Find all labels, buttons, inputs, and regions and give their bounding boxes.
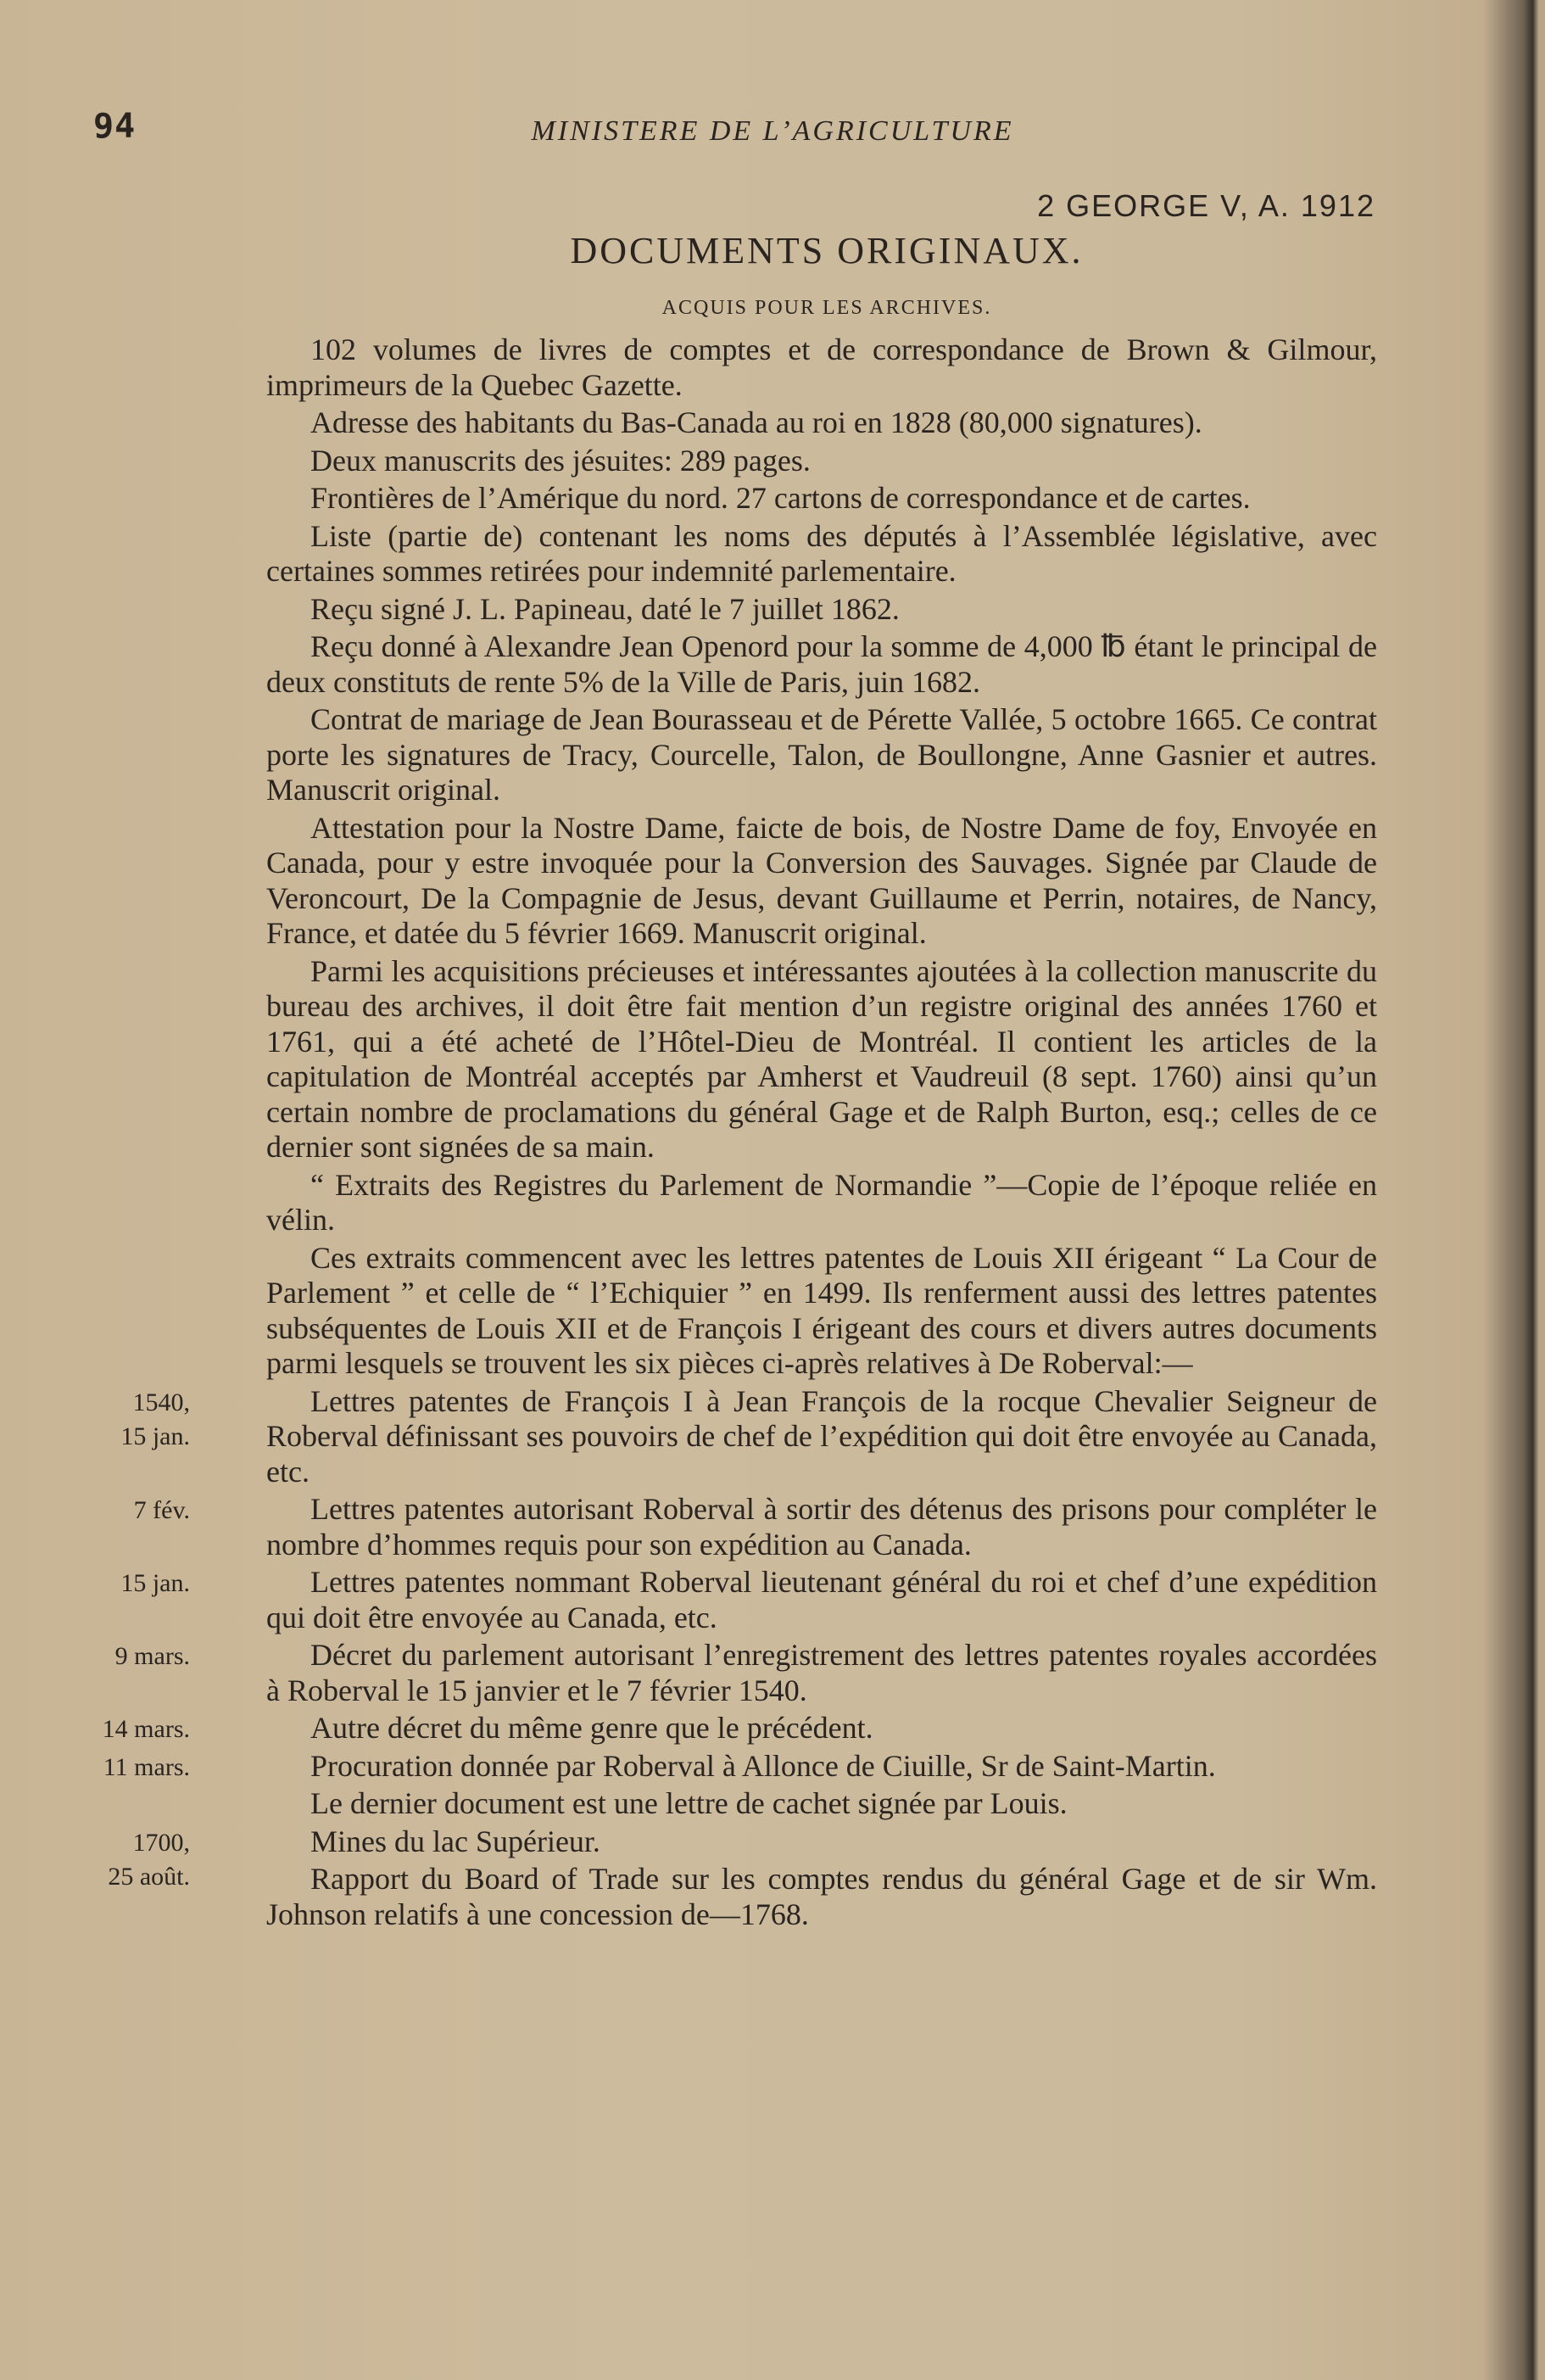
entry-paragraph — [266, 1786, 1377, 1822]
entry-text: Lettres patentes de François I à Jean François de la rocque Chevalier Seigneur de Roberval définissant ses pouvoirs de chef de l’expédition qui doit être envoyée au Canada, etc. — [266, 1383, 1377, 1489]
entry-text: Liste (partie de) contenant les noms des députés à l’Assemblée législative, avec certaines sommes retirées pour indemnité parlementaire. — [266, 518, 1377, 588]
entry-text: Reçu donné à Alexandre Jean Openord pour la somme de 4,000 ℔ étant le principal de deux constituts de rente 5% de la Ville de Paris, juin 1682. — [266, 629, 1377, 699]
entry-text: Procuration donnée par Roberval à Allonce de Ciuille, Sr de Saint-Martin. — [310, 1748, 1216, 1783]
entry-paragraph — [266, 405, 1377, 441]
entry-text: Adresse des habitants du Bas-Canada au roi en 1828 (80,000 signatures). — [310, 405, 1202, 439]
entry-text: Reçu signé J. L. Papineau, daté le 7 juillet 1862. — [310, 591, 900, 626]
entry-text: “ Extraits des Registres du Parlement de Normandie ”—Copie de l’époque reliée en vélin. — [266, 1167, 1377, 1237]
margin-date: 1700, 25 août. — [108, 1828, 190, 1891]
entry-paragraph — [133, 1492, 1377, 1562]
entry-paragraph — [120, 1565, 1377, 1635]
entry-paragraph — [266, 1168, 1377, 1238]
entry-paragraph — [266, 629, 1377, 700]
entry-paragraph — [266, 332, 1377, 403]
entry-text: Lettres patentes autorisant Roberval à sortir des détenus des prisons pour compléter le nombre d’hommes requis pour son expédition au Canada. — [266, 1492, 1377, 1562]
entry-paragraph — [266, 444, 1377, 479]
entry-paragraph — [266, 519, 1377, 589]
margin-date: 1540, 15 jan. — [120, 1388, 190, 1450]
entry-paragraph — [103, 1748, 1377, 1785]
margin-date: 9 mars. — [114, 1642, 190, 1670]
entry-text: Mines du lac Supérieur. — [310, 1824, 600, 1858]
entry-text: Ces extraits commencent avec les lettres patentes de Louis XII érigeant “ La Cour de Parlement ” et celle de “ l’Echiquier ” en 1499. Ils renferment aussi des lettres patentes subséquentes de Louis XII et de François I érigeant des cours et divers autres documents parmi lesquels se trouvent les six pièces ci-après relatives à De Roberval:— — [266, 1240, 1377, 1380]
margin-date: 11 mars. — [103, 1752, 190, 1781]
entry-text: 102 volumes de livres de comptes et de correspondance de Brown & Gilmour, imprimeurs de la Quebec Gazette. — [266, 332, 1377, 402]
entry-paragraph — [266, 592, 1377, 628]
entry-paragraph — [266, 954, 1377, 1165]
entry-paragraph — [266, 811, 1377, 952]
entry-text: Contrat de mariage de Jean Bourasseau et de Pérette Vallée, 5 octobre 1665. Ce contrat porte les signatures de Tracy, Courcelle, Talon, de Boullongne, Anne Gasnier et autres. Manuscrit original. — [266, 702, 1377, 807]
entries-list — [102, 332, 1377, 1935]
entry-text: Frontières de l’Amérique du nord. 27 cartons de correspondance et de cartes. — [310, 481, 1251, 515]
entry-paragraph — [266, 702, 1377, 808]
section-title: DOCUMENTS ORIGINAUX. — [570, 230, 1084, 271]
entry-text: Autre décret du même genre que le précédent. — [310, 1711, 873, 1745]
entry-text: Le dernier document est une lettre de cachet signée par Louis. — [310, 1786, 1068, 1820]
running-title: MINISTERE DE L’AGRICULTURE — [531, 115, 1014, 147]
entry-text: Décret du parlement autorisant l’enregistrement des lettres patentes royales accordées à Roberval le 15 janvier et le 7 février 1540. — [266, 1638, 1377, 1707]
session-label: 2 GEORGE V, A. 1912 — [1037, 188, 1375, 223]
entry-paragraph — [266, 1862, 1377, 1932]
margin-date: 15 jan. — [120, 1569, 190, 1597]
margin-date: 7 fév. — [133, 1496, 190, 1524]
entry-paragraph — [266, 481, 1377, 517]
entry-paragraph — [114, 1638, 1377, 1708]
section-subtitle: ACQUIS POUR LES ARCHIVES. — [661, 297, 992, 319]
entry-text: Attestation pour la Nostre Dame, faicte de bois, de Nostre Dame de foy, Envoyée en Canada, pour y estre invoquée pour la Conversion des Sauvages. Signée par Claude de Veroncourt, De la Compagnie de Jesus, devant Guillaume et Perrin, notaires, de Nancy, France, et datée du 5 février 1669. Manuscrit original. — [266, 810, 1377, 950]
entry-paragraph — [120, 1383, 1377, 1490]
entry-paragraph — [266, 1241, 1377, 1382]
entry-text: Lettres patentes nommant Roberval lieutenant général du roi et chef d’une expédition qui doit être envoyée au Canada, etc. — [266, 1565, 1377, 1634]
entry-paragraph — [102, 1711, 1377, 1746]
entry-paragraph — [108, 1824, 1377, 1891]
entry-text: Deux manuscrits des jésuites: 289 pages. — [310, 443, 811, 478]
entry-text: Parmi les acquisitions précieuses et intéressantes ajoutées à la collection manuscrite du bureau des archives, il doit être fait mention d’un registre original des années 1760 et 1761, qui a été acheté de l’Hôtel-Dieu de Montréal. Il contient les articles de la capitulation de Montréal acceptés par Amherst et Vaudreuil (8 sept. 1760) ainsi qu’un certain nombre de proclamations du général Gage et de Ralph Burton, esq.; celles de ce dernier sont signées de sa main. — [266, 953, 1377, 1164]
entry-text: Rapport du Board of Trade sur les comptes rendus du général Gage et de sir Wm. Johnson relatifs à une concession de—1768. — [266, 1862, 1377, 1931]
margin-date: 14 mars. — [102, 1715, 190, 1743]
page-number: 94 — [93, 107, 137, 146]
